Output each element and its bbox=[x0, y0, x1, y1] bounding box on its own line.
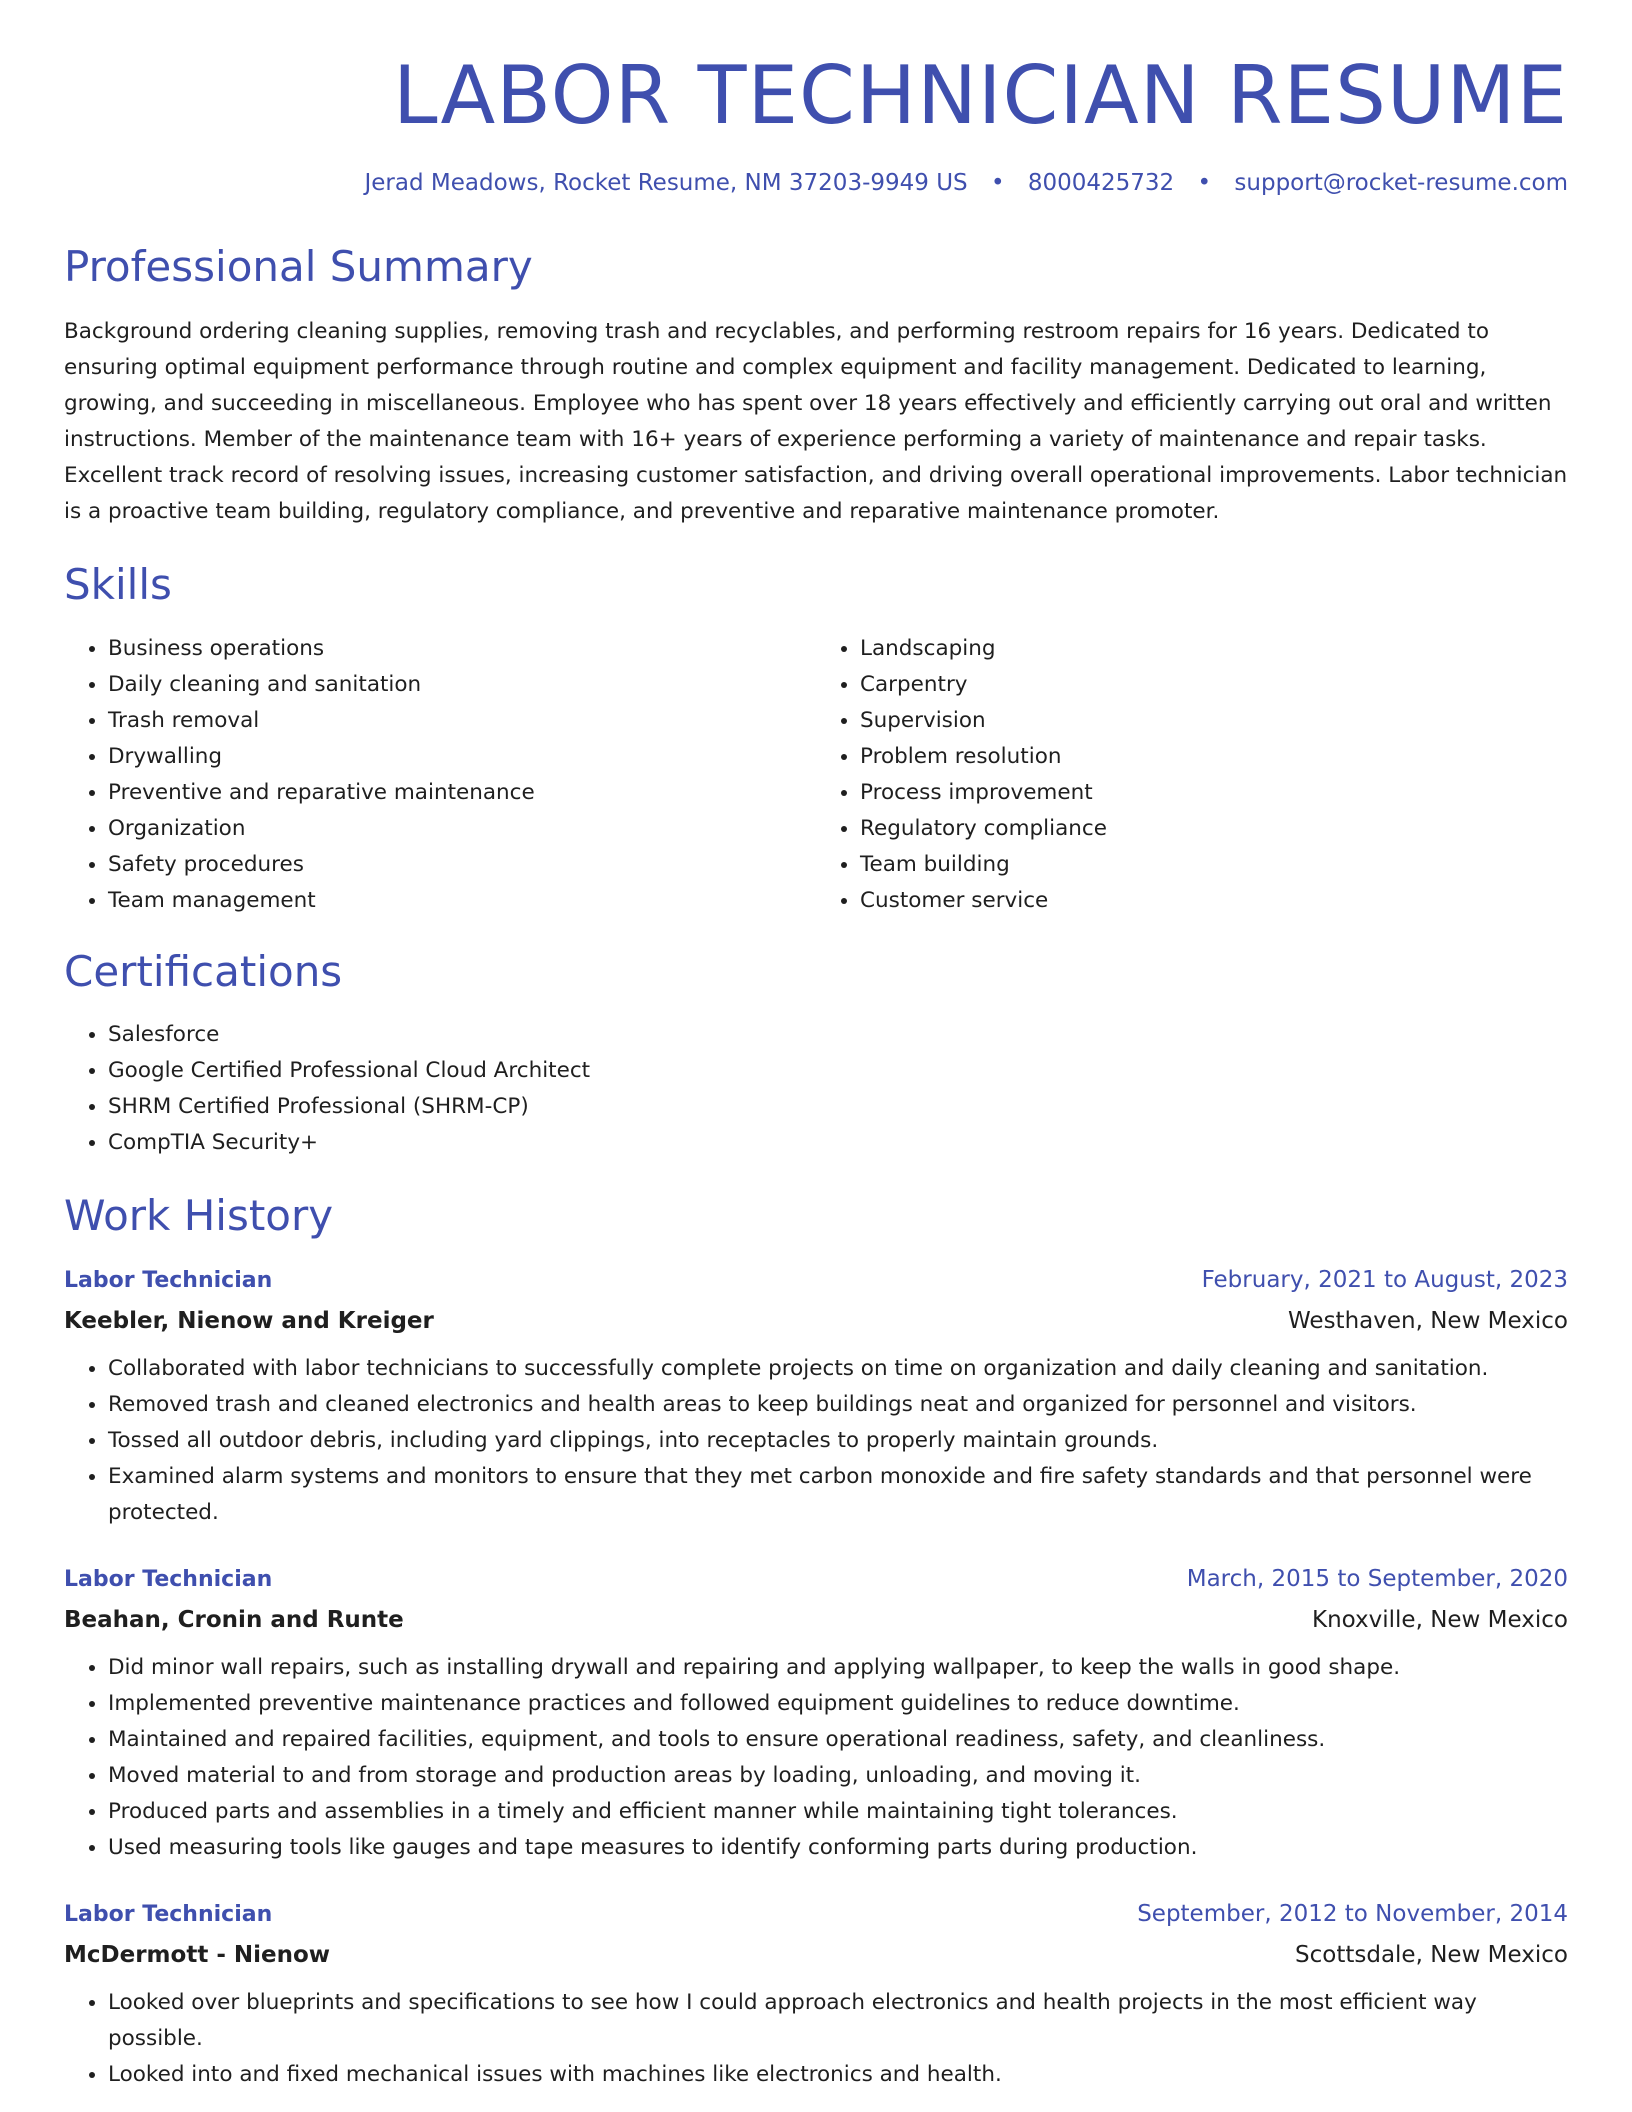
summary-text: Background ordering cleaning supplies, removing trash and recyclables, and performing restroom repairs for 16 years. Dedicated to ensuring optimal equipment performance through routine and complex equipment and facility management. Dedicated to learning, growing, and succeeding in miscellaneous. Employee who has spent over 18 years effectively and efficiently carrying out oral and written instructions. Member of the maintenance team with 16+ years of experience performing a variety of maintenance and repair tasks. Excellent track record of resolving issues, increasing customer satisfaction, and driving overall operational improvements. Labor technician is a proactive team building, regulatory compliance, and preventive and reparative maintenance promoter. bbox=[64, 319, 1568, 525]
job-location: Knoxville, New Mexico bbox=[1312, 1606, 1568, 1633]
job-title: Labor Technician bbox=[64, 1267, 273, 1293]
job-location: Westhaven, New Mexico bbox=[1288, 1307, 1568, 1334]
resume-title: LABOR TECHNICIAN RESUME bbox=[393, 49, 1568, 142]
contact-line bbox=[64, 170, 1568, 196]
skill-item: • Preventive and reparative maintenance bbox=[108, 775, 816, 811]
certifications-heading: Certifications bbox=[64, 946, 343, 996]
skill-item: • Customer service bbox=[860, 883, 1568, 919]
skill-item: • Landscaping bbox=[860, 631, 1568, 667]
job-bullet: • Removed trash and cleaned electronics and health areas to keep buildings neat and organized for personnel and visitors. bbox=[108, 1387, 1568, 1423]
job-bullet: • Looked into and fixed mechanical issues with machines like electronics and health. bbox=[108, 2057, 1568, 2093]
skill-item: • Trash removal bbox=[108, 703, 816, 739]
summary-heading: Professional Summary bbox=[64, 242, 533, 291]
certifications-list bbox=[64, 1017, 1568, 1161]
skill-item: • Problem resolution bbox=[860, 739, 1568, 775]
job-entry bbox=[64, 1894, 1568, 2093]
skill-item: • Process improvement bbox=[860, 775, 1568, 811]
skill-item: • Drywalling bbox=[108, 739, 816, 775]
contact-separator: • bbox=[1197, 170, 1212, 196]
skill-item: • Supervision bbox=[860, 703, 1568, 739]
job-title: Labor Technician bbox=[64, 1901, 273, 1927]
job-bullet: • Moved material to and from storage and production areas by loading, unloading, and moving it. bbox=[108, 1758, 1568, 1794]
job-bullet: • Collaborated with labor technicians to successfully complete projects on time on organization and daily cleaning and sanitation. bbox=[108, 1351, 1568, 1387]
job-entry bbox=[64, 1559, 1568, 1866]
certification-item: • Salesforce bbox=[108, 1017, 1568, 1053]
skills-heading: Skills bbox=[64, 560, 172, 610]
job-company: Beahan, Cronin and Runte bbox=[64, 1606, 404, 1633]
contact-address: Jerad Meadows, Rocket Resume, NM 37203-9949 US bbox=[364, 170, 968, 196]
job-bullets bbox=[64, 1650, 1568, 1866]
job-bullet: • Examined alarm systems and monitors to ensure that they met carbon monoxide and fire safety standards and that personnel were protected. bbox=[108, 1459, 1568, 1531]
job-dates: September, 2012 to November, 2014 bbox=[1137, 1900, 1568, 1927]
certification-item: • Google Certified Professional Cloud Architect bbox=[108, 1053, 1568, 1089]
job-entry bbox=[64, 1260, 1568, 1531]
skill-item: • Regulatory compliance bbox=[860, 811, 1568, 847]
work-history-heading: Work History bbox=[64, 1191, 334, 1241]
job-bullet: • Looked over blueprints and specifications to see how I could approach electronics and health projects in the most efficient way possible. bbox=[108, 1985, 1568, 2057]
job-bullet: • Implemented preventive maintenance practices and followed equipment guidelines to reduce downtime. bbox=[108, 1686, 1568, 1722]
skills-columns bbox=[64, 631, 1568, 919]
job-bullets bbox=[64, 1351, 1568, 1531]
job-bullet: • Tossed all outdoor debris, including yard clippings, into receptacles to properly maintain grounds. bbox=[108, 1423, 1568, 1459]
job-header-row bbox=[64, 1260, 1568, 1301]
job-title: Labor Technician bbox=[64, 1566, 273, 1592]
job-bullets bbox=[64, 1985, 1568, 2093]
skill-item: • Team management bbox=[108, 883, 816, 919]
skill-item: • Business operations bbox=[108, 631, 816, 667]
skill-item: • Carpentry bbox=[860, 667, 1568, 703]
job-bullet: • Did minor wall repairs, such as installing drywall and repairing and applying wallpaper, to keep the walls in good shape. bbox=[108, 1650, 1568, 1686]
skills-list-right bbox=[816, 631, 1568, 919]
skill-item: • Daily cleaning and sanitation bbox=[108, 667, 816, 703]
job-header-row bbox=[64, 1559, 1568, 1600]
job-dates: February, 2021 to August, 2023 bbox=[1201, 1266, 1568, 1293]
job-company-row bbox=[64, 1600, 1568, 1640]
contact-phone: 8000425732 bbox=[1027, 170, 1175, 196]
job-company: Keebler, Nienow and Kreiger bbox=[64, 1307, 434, 1334]
job-company-row bbox=[64, 1301, 1568, 1341]
resume-page bbox=[64, 0, 1568, 2093]
certification-item: • CompTIA Security+ bbox=[108, 1125, 1568, 1161]
job-company-row bbox=[64, 1935, 1568, 1975]
job-company: McDermott - Nienow bbox=[64, 1941, 331, 1968]
skill-item: • Team building bbox=[860, 847, 1568, 883]
certification-item: • SHRM Certified Professional (SHRM-CP) bbox=[108, 1089, 1568, 1125]
skills-list-left bbox=[64, 631, 816, 919]
contact-separator: • bbox=[990, 170, 1005, 196]
job-dates: March, 2015 to September, 2020 bbox=[1186, 1565, 1568, 1592]
job-location: Scottsdale, New Mexico bbox=[1295, 1941, 1568, 1968]
skill-item: • Organization bbox=[108, 811, 816, 847]
job-bullet: • Produced parts and assemblies in a timely and efficient manner while maintaining tight tolerances. bbox=[108, 1794, 1568, 1830]
job-header-row bbox=[64, 1894, 1568, 1935]
job-bullet: • Used measuring tools like gauges and tape measures to identify conforming parts during production. bbox=[108, 1830, 1568, 1866]
job-bullet: • Maintained and repaired facilities, equipment, and tools to ensure operational readiness, safety, and cleanliness. bbox=[108, 1722, 1568, 1758]
skill-item: • Safety procedures bbox=[108, 847, 816, 883]
contact-email: support@rocket-resume.com bbox=[1234, 170, 1568, 196]
